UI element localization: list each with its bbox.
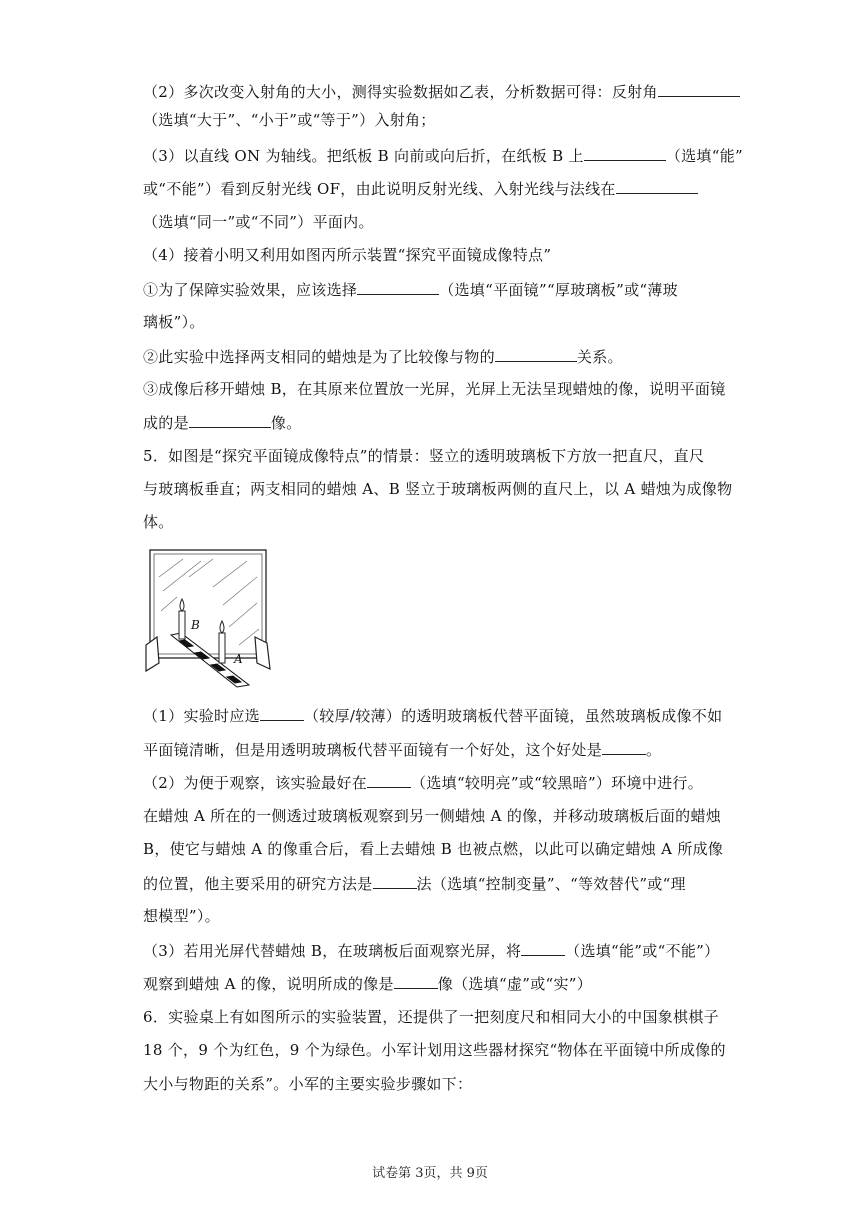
answer-blank[interactable] bbox=[602, 739, 646, 755]
line-text: （较厚/较薄）的透明玻璃板代替平面镜，虽然玻璃板成像不如 bbox=[303, 707, 723, 725]
line-text: ③成像后移开蜡烛 B，在其原来位置放一光屏，光屏上无法呈现蜡烛的像，说明平面镜 bbox=[143, 380, 726, 398]
text-line bbox=[143, 839, 723, 859]
line-text: 6．实验桌上有如图所示的实验装置，还提供了一把刻度尺和相同大小的中国象棋棋子 bbox=[143, 1008, 719, 1026]
text-line bbox=[143, 940, 719, 961]
line-text: 璃板”）。 bbox=[143, 313, 205, 331]
line-text: 。 bbox=[646, 741, 662, 759]
line-text: B，使它与蜡烛 A 的像重合后，看上去蜡烛 B 也被点燃，以此可以确定蜡烛 A 所成像 bbox=[143, 840, 724, 858]
line-text: （2）多次改变入射角的大小，测得实验数据如乙表，分析数据可得：反射角 bbox=[143, 83, 658, 101]
line-text: （1）实验时应选 bbox=[143, 707, 260, 725]
line-text: 成的是 bbox=[143, 414, 189, 432]
line-text: （3）以直线 ON 为轴线。把纸板 B 向前或向后折，在纸板 B 上 bbox=[143, 147, 584, 165]
text-line bbox=[143, 379, 726, 399]
line-text: 想模型”）。 bbox=[143, 907, 220, 925]
text-line bbox=[143, 145, 743, 166]
line-text: （选填“大于”、“小于”或“等于”）入射角； bbox=[143, 111, 436, 129]
answer-blank[interactable] bbox=[357, 279, 439, 295]
text-line bbox=[143, 412, 302, 433]
line-text: （选填“能” bbox=[665, 147, 743, 165]
text-line bbox=[143, 479, 732, 499]
line-text: 大小与物距的关系”。小军的主要实验步骤如下： bbox=[143, 1075, 473, 1093]
text-line bbox=[143, 906, 220, 926]
text-line bbox=[143, 705, 722, 726]
answer-blank[interactable] bbox=[616, 178, 698, 194]
text-line bbox=[143, 446, 704, 466]
text-line bbox=[143, 312, 205, 332]
text-line bbox=[143, 772, 703, 793]
line-text: （选填“同一”或“不同”）平面内。 bbox=[143, 213, 374, 231]
text-line bbox=[143, 212, 374, 232]
text-line bbox=[143, 346, 623, 367]
text-line bbox=[143, 739, 661, 760]
line-text: （2）为便于观察，该实验最好在 bbox=[143, 774, 368, 792]
text-line bbox=[143, 110, 436, 130]
text-line bbox=[143, 1074, 472, 1094]
line-text: （选填“较明亮”或“较黑暗”）环境中进行。 bbox=[411, 774, 704, 792]
line-text: 像。 bbox=[270, 414, 302, 432]
line-text: 的位置，他主要采用的研究方法是 bbox=[143, 875, 373, 893]
text-line bbox=[143, 512, 174, 532]
line-text: 观察到蜡烛 A 的像，说明所成的像是 bbox=[143, 975, 394, 993]
glass-plate-candles-diagram bbox=[143, 547, 275, 690]
text-line bbox=[143, 245, 551, 265]
answer-blank[interactable] bbox=[658, 81, 740, 97]
text-line bbox=[143, 873, 686, 894]
mirror-experiment-figure bbox=[143, 547, 275, 690]
line-text: ①为了保障实验效果，应该选择 bbox=[143, 281, 358, 299]
line-text: 在蜡烛 A 所在的一侧透过玻璃板观察到另一侧蜡烛 A 的像，并移动玻璃板后面的蜡烛 bbox=[143, 807, 722, 825]
line-text: （4）接着小明又利用如图丙所示装置“探究平面镜成像特点” bbox=[143, 246, 552, 264]
text-line bbox=[143, 806, 721, 826]
label-b: B bbox=[191, 618, 200, 632]
answer-blank[interactable] bbox=[584, 145, 666, 161]
label-a: A bbox=[234, 652, 243, 666]
answer-blank[interactable] bbox=[521, 940, 565, 956]
line-text: 或“不能”）看到反射光线 OF，由此说明反射光线、入射光线与法线在 bbox=[143, 180, 616, 198]
line-text: 5．如图是“探究平面镜成像特点”的情景：竖立的透明玻璃板下方放一把直尺，直尺 bbox=[143, 447, 705, 465]
line-text: 关系。 bbox=[576, 348, 623, 366]
line-text: （3）若用光屏代替蜡烛 B，在玻璃板后面观察光屏，将 bbox=[143, 942, 522, 960]
line-text: ②此实验中选择两支相同的蜡烛是为了比较像与物的 bbox=[143, 348, 495, 366]
line-text: 体。 bbox=[143, 513, 174, 531]
answer-blank[interactable] bbox=[495, 346, 577, 362]
text-line bbox=[143, 279, 678, 300]
text-line bbox=[143, 973, 592, 994]
text-line bbox=[143, 1040, 726, 1060]
page-footer: 试卷第 3页，共 9页 bbox=[372, 1166, 488, 1181]
text-line bbox=[143, 178, 698, 199]
answer-blank[interactable] bbox=[394, 973, 438, 989]
answer-blank[interactable] bbox=[367, 772, 411, 788]
answer-blank[interactable] bbox=[260, 705, 304, 721]
line-text: 平面镜清晰，但是用透明玻璃板代替平面镜有一个好处，这个好处是 bbox=[143, 741, 603, 759]
line-text: （选填“能”或“不能”） bbox=[565, 942, 720, 960]
line-text: 像（选填“虚”或“实”） bbox=[437, 975, 593, 993]
answer-blank[interactable] bbox=[189, 412, 271, 428]
answer-blank[interactable] bbox=[373, 873, 417, 889]
text-line bbox=[143, 81, 740, 102]
line-text: （选填“平面镜”“厚玻璃板”或“薄玻 bbox=[439, 281, 678, 299]
text-line bbox=[143, 1007, 719, 1027]
line-text: 18 个，9 个为红色，9 个为绿色。小军计划用这些器材探究“物体在平面镜中所成像的 bbox=[143, 1041, 726, 1059]
line-text: 与玻璃板垂直；两支相同的蜡烛 A、B 竖立于玻璃板两侧的直尺上，以 A 蜡烛为成像物 bbox=[143, 480, 733, 498]
line-text: 法（选填“控制变量”、“等效替代”或“理 bbox=[416, 875, 686, 893]
